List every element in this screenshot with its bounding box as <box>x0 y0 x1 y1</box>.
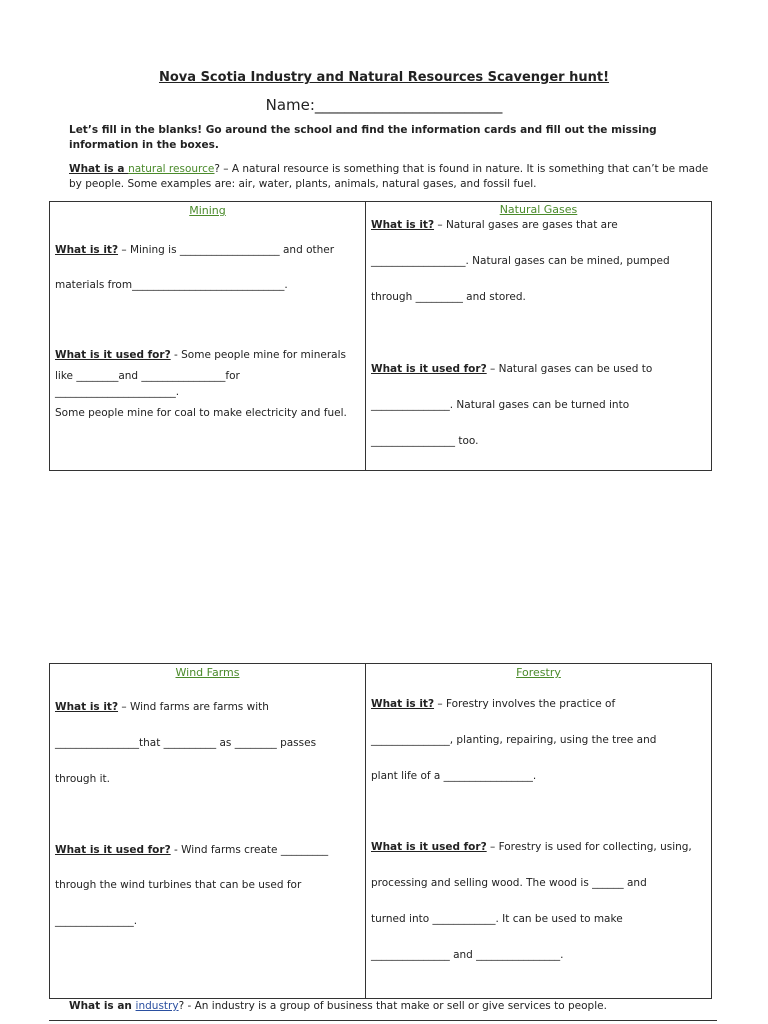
natural-gases-a2-line3: ________________ too. <box>371 435 479 447</box>
natural-gases-title: Natural Gases <box>499 203 578 216</box>
wind-farms-title: Wind Farms <box>175 666 240 679</box>
mining-q2: What is it used for? <box>55 349 171 361</box>
natural-gases-used-for <box>371 361 706 378</box>
forestry-a1-line1: – Forestry involves the practice of <box>434 698 616 710</box>
natural-resource-link[interactable]: natural resource <box>128 163 215 175</box>
wind-farms-q2: What is it used for? <box>55 844 171 856</box>
forestry-a2-line2: processing and selling wood. The wood is ______ and <box>371 877 647 889</box>
definition-text: ? – A natural resource is something that is found in nature. It is something that can’t be made by people. Some examples are: air, water, plants, animals, natural gases, and fossil fuel. <box>69 163 709 190</box>
natural-resource-definition <box>69 162 719 192</box>
forestry-a1-line2: _______________, planting, repairing, using the tree and <box>371 734 657 746</box>
forestry-q2: What is it used for? <box>371 841 487 853</box>
mining-what-is-it <box>55 242 360 259</box>
wind-farms-used-for <box>55 842 360 859</box>
mining-a2-line4: Some people mine for coal to make electricity and fuel. <box>55 407 347 419</box>
mining-a2-line3: _______________________. <box>55 386 180 398</box>
natural-gases-a1-line2: __________________. Natural gases can be mined, pumped <box>371 255 670 267</box>
intro-instructions: Let’s fill in the blanks! Go around the school and find the information cards and fill out the missing information in the boxes. <box>69 124 657 151</box>
forestry-card <box>366 664 712 999</box>
forestry-a2-line1: – Forestry is used for collecting, using, <box>486 841 692 853</box>
top-resource-table <box>49 201 712 471</box>
mining-q1: What is it? <box>55 244 119 256</box>
natural-gases-q1: What is it? <box>371 219 435 231</box>
natural-gases-a1-line1: – Natural gases are gases that are <box>434 219 618 231</box>
wind-farms-a1-line1: – Wind farms are farms with <box>118 701 269 713</box>
wind-farms-a1-line2: ________________that __________ as ________ passes <box>55 737 317 749</box>
wind-farms-a2-line1: - Wind farms create _________ <box>170 844 329 856</box>
definition-question: What is a natural resource <box>69 163 215 175</box>
industry-question: What is an industry <box>69 1000 179 1012</box>
mining-card <box>50 202 366 471</box>
page-title: Nova Scotia Industry and Natural Resources Scavenger hunt! <box>158 70 610 85</box>
mining-a2-line2: like ________and ________________for <box>55 370 240 382</box>
wind-farms-card <box>50 664 366 999</box>
industry-definition <box>69 999 719 1014</box>
forestry-a1-line3: plant life of a _________________. <box>371 770 537 782</box>
natural-gases-card <box>366 202 712 471</box>
mining-a2-line1: - Some people mine for minerals <box>170 349 346 361</box>
mining-used-for <box>55 347 360 364</box>
natural-gases-a2-line1: – Natural gases can be used to <box>486 363 653 375</box>
industry-text: ? - An industry is a group of business that make or sell or give services to people. <box>178 1000 607 1012</box>
industry-link[interactable]: industry <box>135 1000 179 1012</box>
next-table-top-border <box>49 1020 717 1021</box>
forestry-what-is-it <box>371 696 706 713</box>
wind-farms-a1-line3: through it. <box>55 773 110 785</box>
mining-a1-line1: – Mining is ___________________ and other <box>118 244 335 256</box>
natural-gases-q2: What is it used for? <box>371 363 487 375</box>
wind-farms-a2-line2: through the wind turbines that can be used for <box>55 879 302 891</box>
natural-gases-a2-line2: _______________. Natural gases can be turned into <box>371 399 630 411</box>
bottom-resource-table <box>49 663 712 999</box>
forestry-a2-line3: turned into ____________. It can be used to make <box>371 913 623 925</box>
natural-gases-what-is-it <box>371 217 706 234</box>
natural-gases-a1-line3: through _________ and stored. <box>371 291 526 303</box>
forestry-a2-line4: _______________ and ________________. <box>371 949 564 961</box>
mining-title: Mining <box>189 204 226 217</box>
wind-farms-q1: What is it? <box>55 701 119 713</box>
forestry-title: Forestry <box>516 666 561 679</box>
name-field-line[interactable]: Name:_________________________ <box>265 96 503 114</box>
mining-a1-line2: materials from_____________________________. <box>55 279 288 291</box>
wind-farms-a2-line3: _______________. <box>55 915 138 927</box>
wind-farms-what-is-it <box>55 699 360 716</box>
forestry-used-for <box>371 839 706 856</box>
forestry-q1: What is it? <box>371 698 435 710</box>
